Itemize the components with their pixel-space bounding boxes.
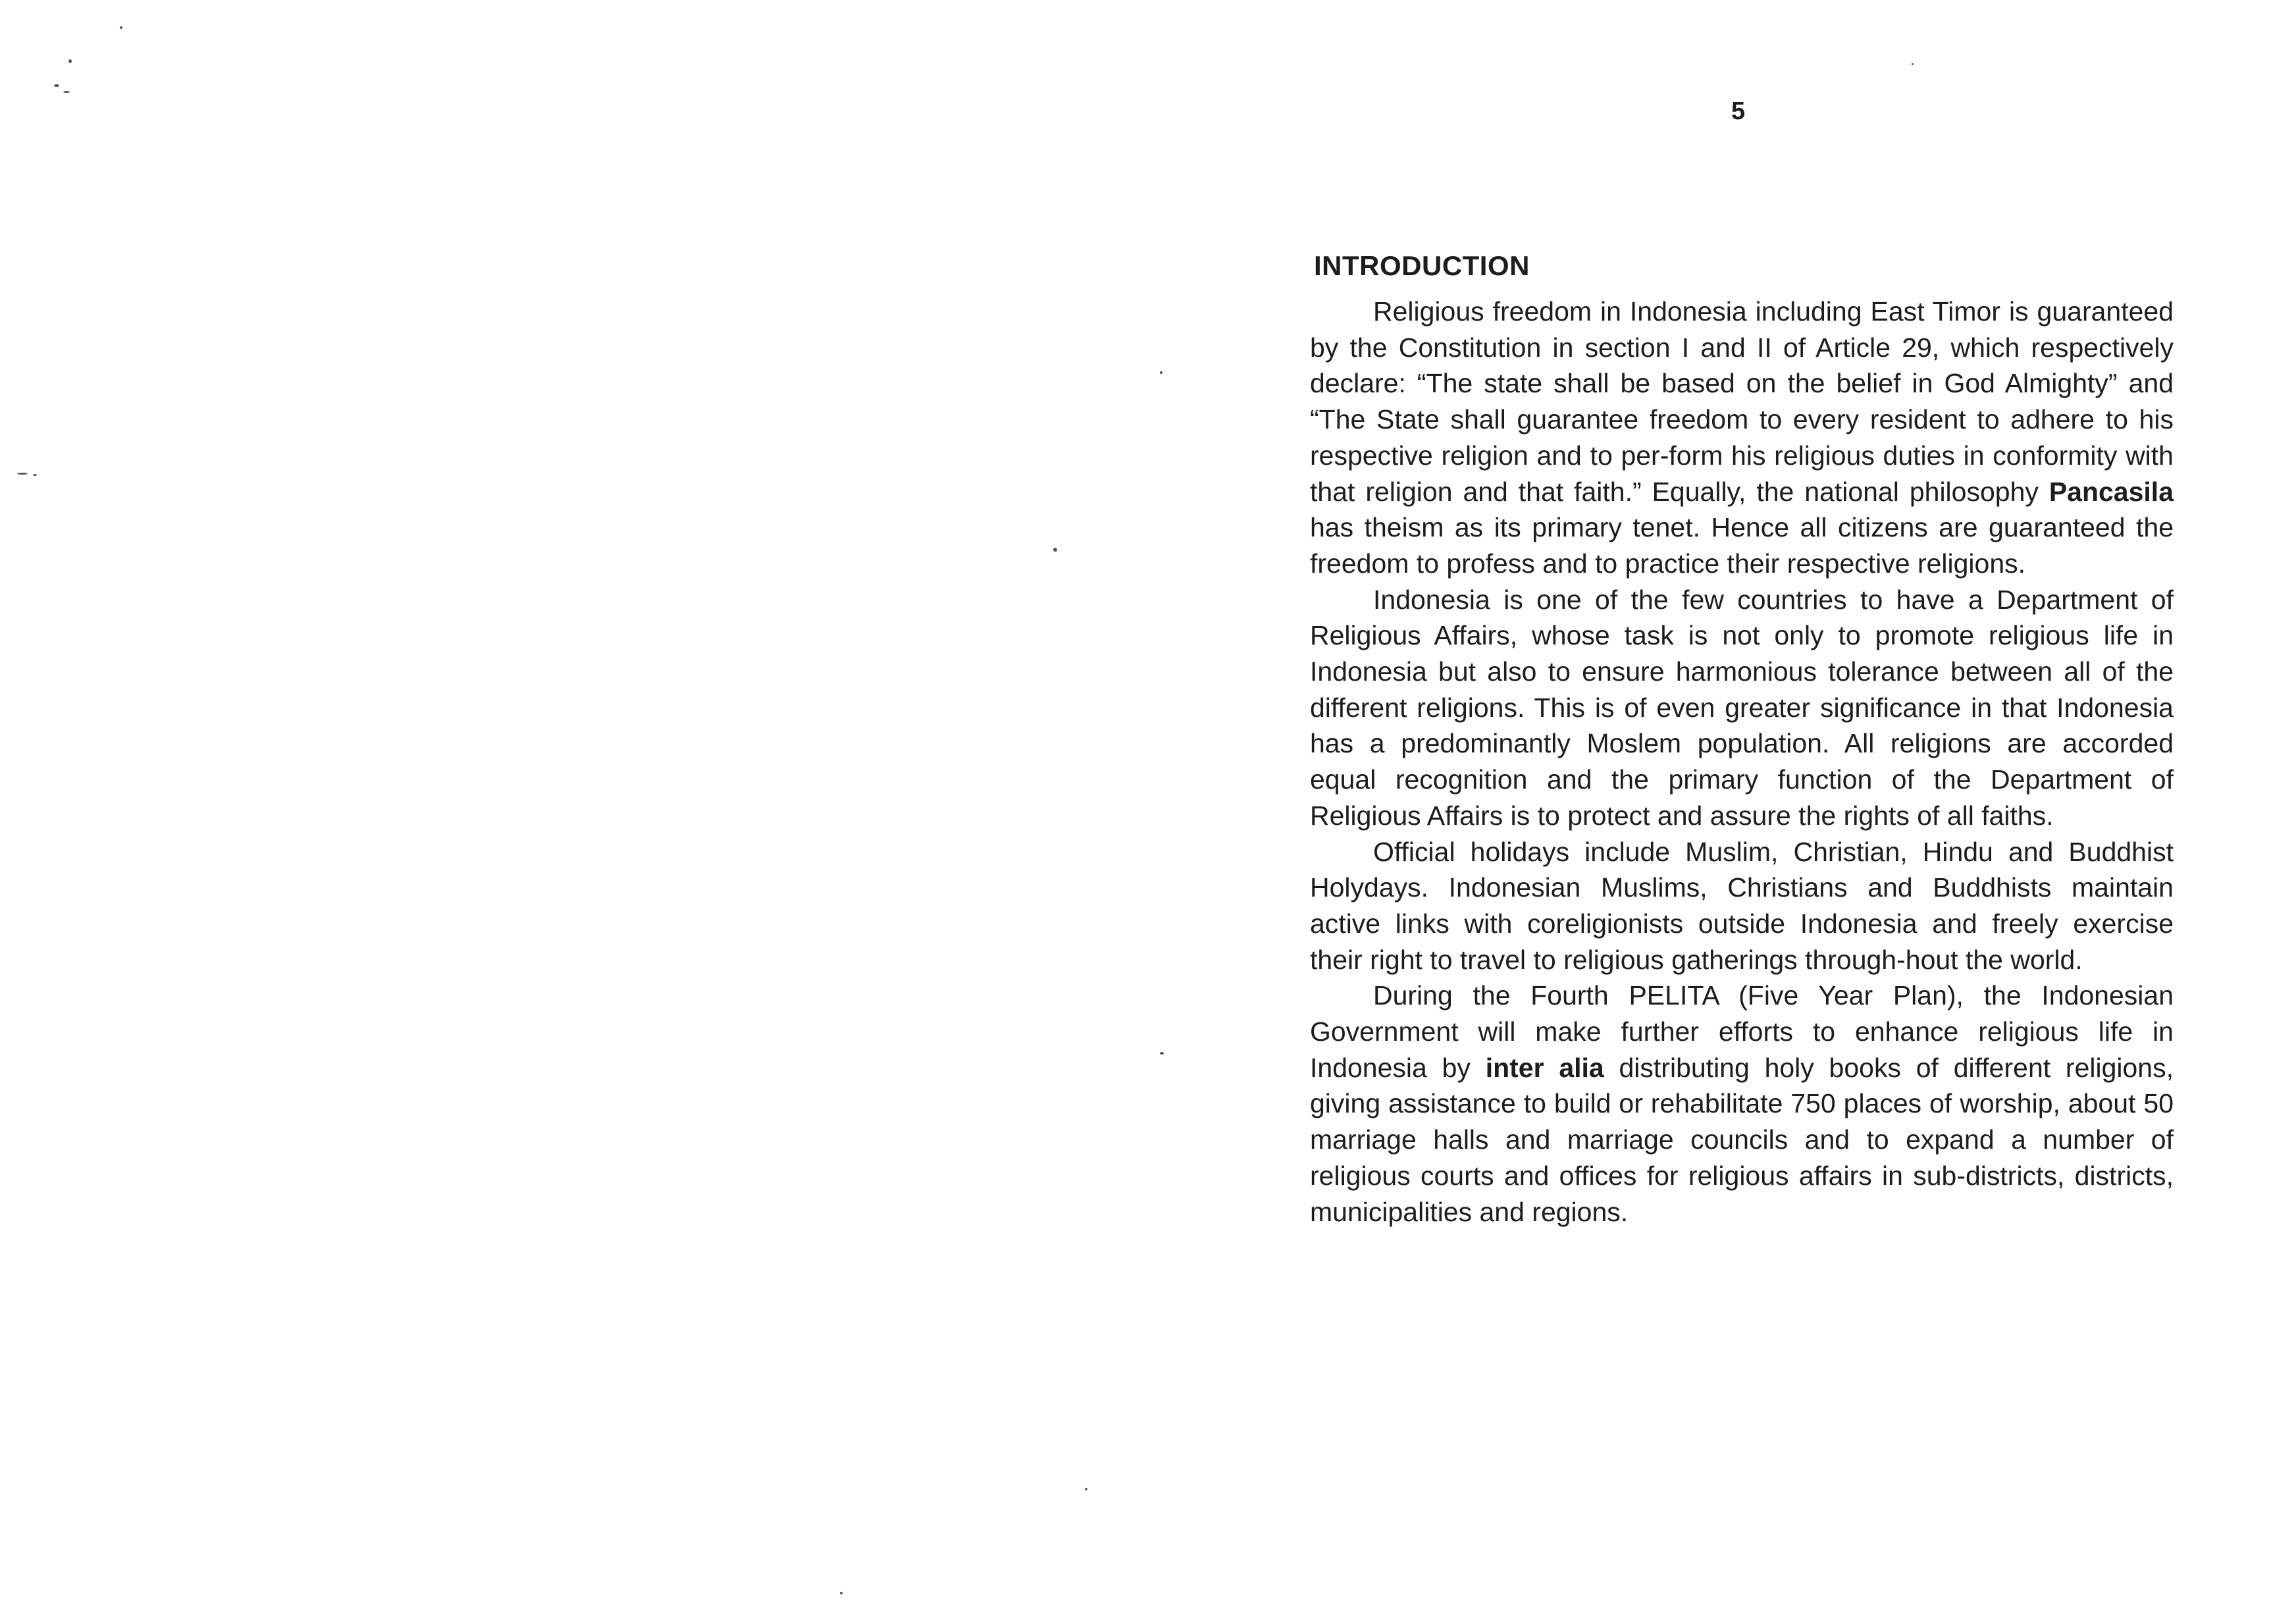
section-heading: INTRODUCTION [1314, 250, 1530, 281]
scan-speck [1912, 63, 1914, 65]
text-run: has theism as its primary tenet. Hence all citizens are guaranteed the freedom to profess and to practice their respective religions. [1310, 512, 2174, 579]
text-run: distributing holy books of different religions, giving assistance to build or rehabilitate 750 places of worship, about 50 marriage halls and marriage councils and to expand a number of religious courts and offices for religious affairs in sub-districts, districts, municipalities and regions. [1310, 1052, 2174, 1227]
scan-speck [840, 1592, 843, 1594]
paragraph [1310, 294, 2174, 582]
scan-speck [1085, 1488, 1087, 1490]
scan-speck [120, 26, 122, 29]
scan-speck [63, 91, 70, 93]
text-run: During the Fourth PELITA (Five Year Plan), the Indonesian Government will make further efforts to enhance religious life in Indonesia by [1310, 980, 2174, 1083]
scan-speck [17, 473, 28, 475]
paragraph [1310, 834, 2174, 978]
text-run: Indonesia is one of the few countries to have a Department of Religious Affairs, whose task is not only to promote religious life in Indonesia but also to ensure harmonious tolerance between all of the different religions. This is of even greater significance in that Indonesia has a predominantly Moslem population. All religions are accorded equal recognition and the primary function of the Department of Religious Affairs is to protect and assure the rights of all faiths. [1310, 584, 2174, 831]
bold-term: inter alia [1485, 1052, 1604, 1083]
text-run: Religious freedom in Indonesia including East Timor is guaranteed by the Constitution in section I and II of Article 29, which respectively declare: “The state shall be based on the belief in God Almighty” and “The State shall guarantee freedom to every resident to adhere to his respective religion and to per-form his religious duties in conformity with that religion and that faith.” Equally, the national philosophy [1310, 296, 2174, 507]
page-number: 5 [1731, 97, 1746, 125]
scan-speck [33, 474, 37, 476]
body-text [1310, 294, 2174, 1230]
paragraph [1310, 978, 2174, 1230]
bold-term: Pancasila [2048, 476, 2174, 507]
text-run: Official holidays include Muslim, Christian, Hindu and Buddhist Holydays. Indonesian Muslims, Christians and Buddhists maintain active links with coreligionists outside Indonesia and freely exercise their right to travel to religious gatherings through-hout the world. [1310, 836, 2174, 975]
scan-speck [68, 59, 72, 63]
scan-speck [1053, 548, 1057, 552]
paragraph [1310, 582, 2174, 834]
scan-speck [54, 84, 59, 87]
